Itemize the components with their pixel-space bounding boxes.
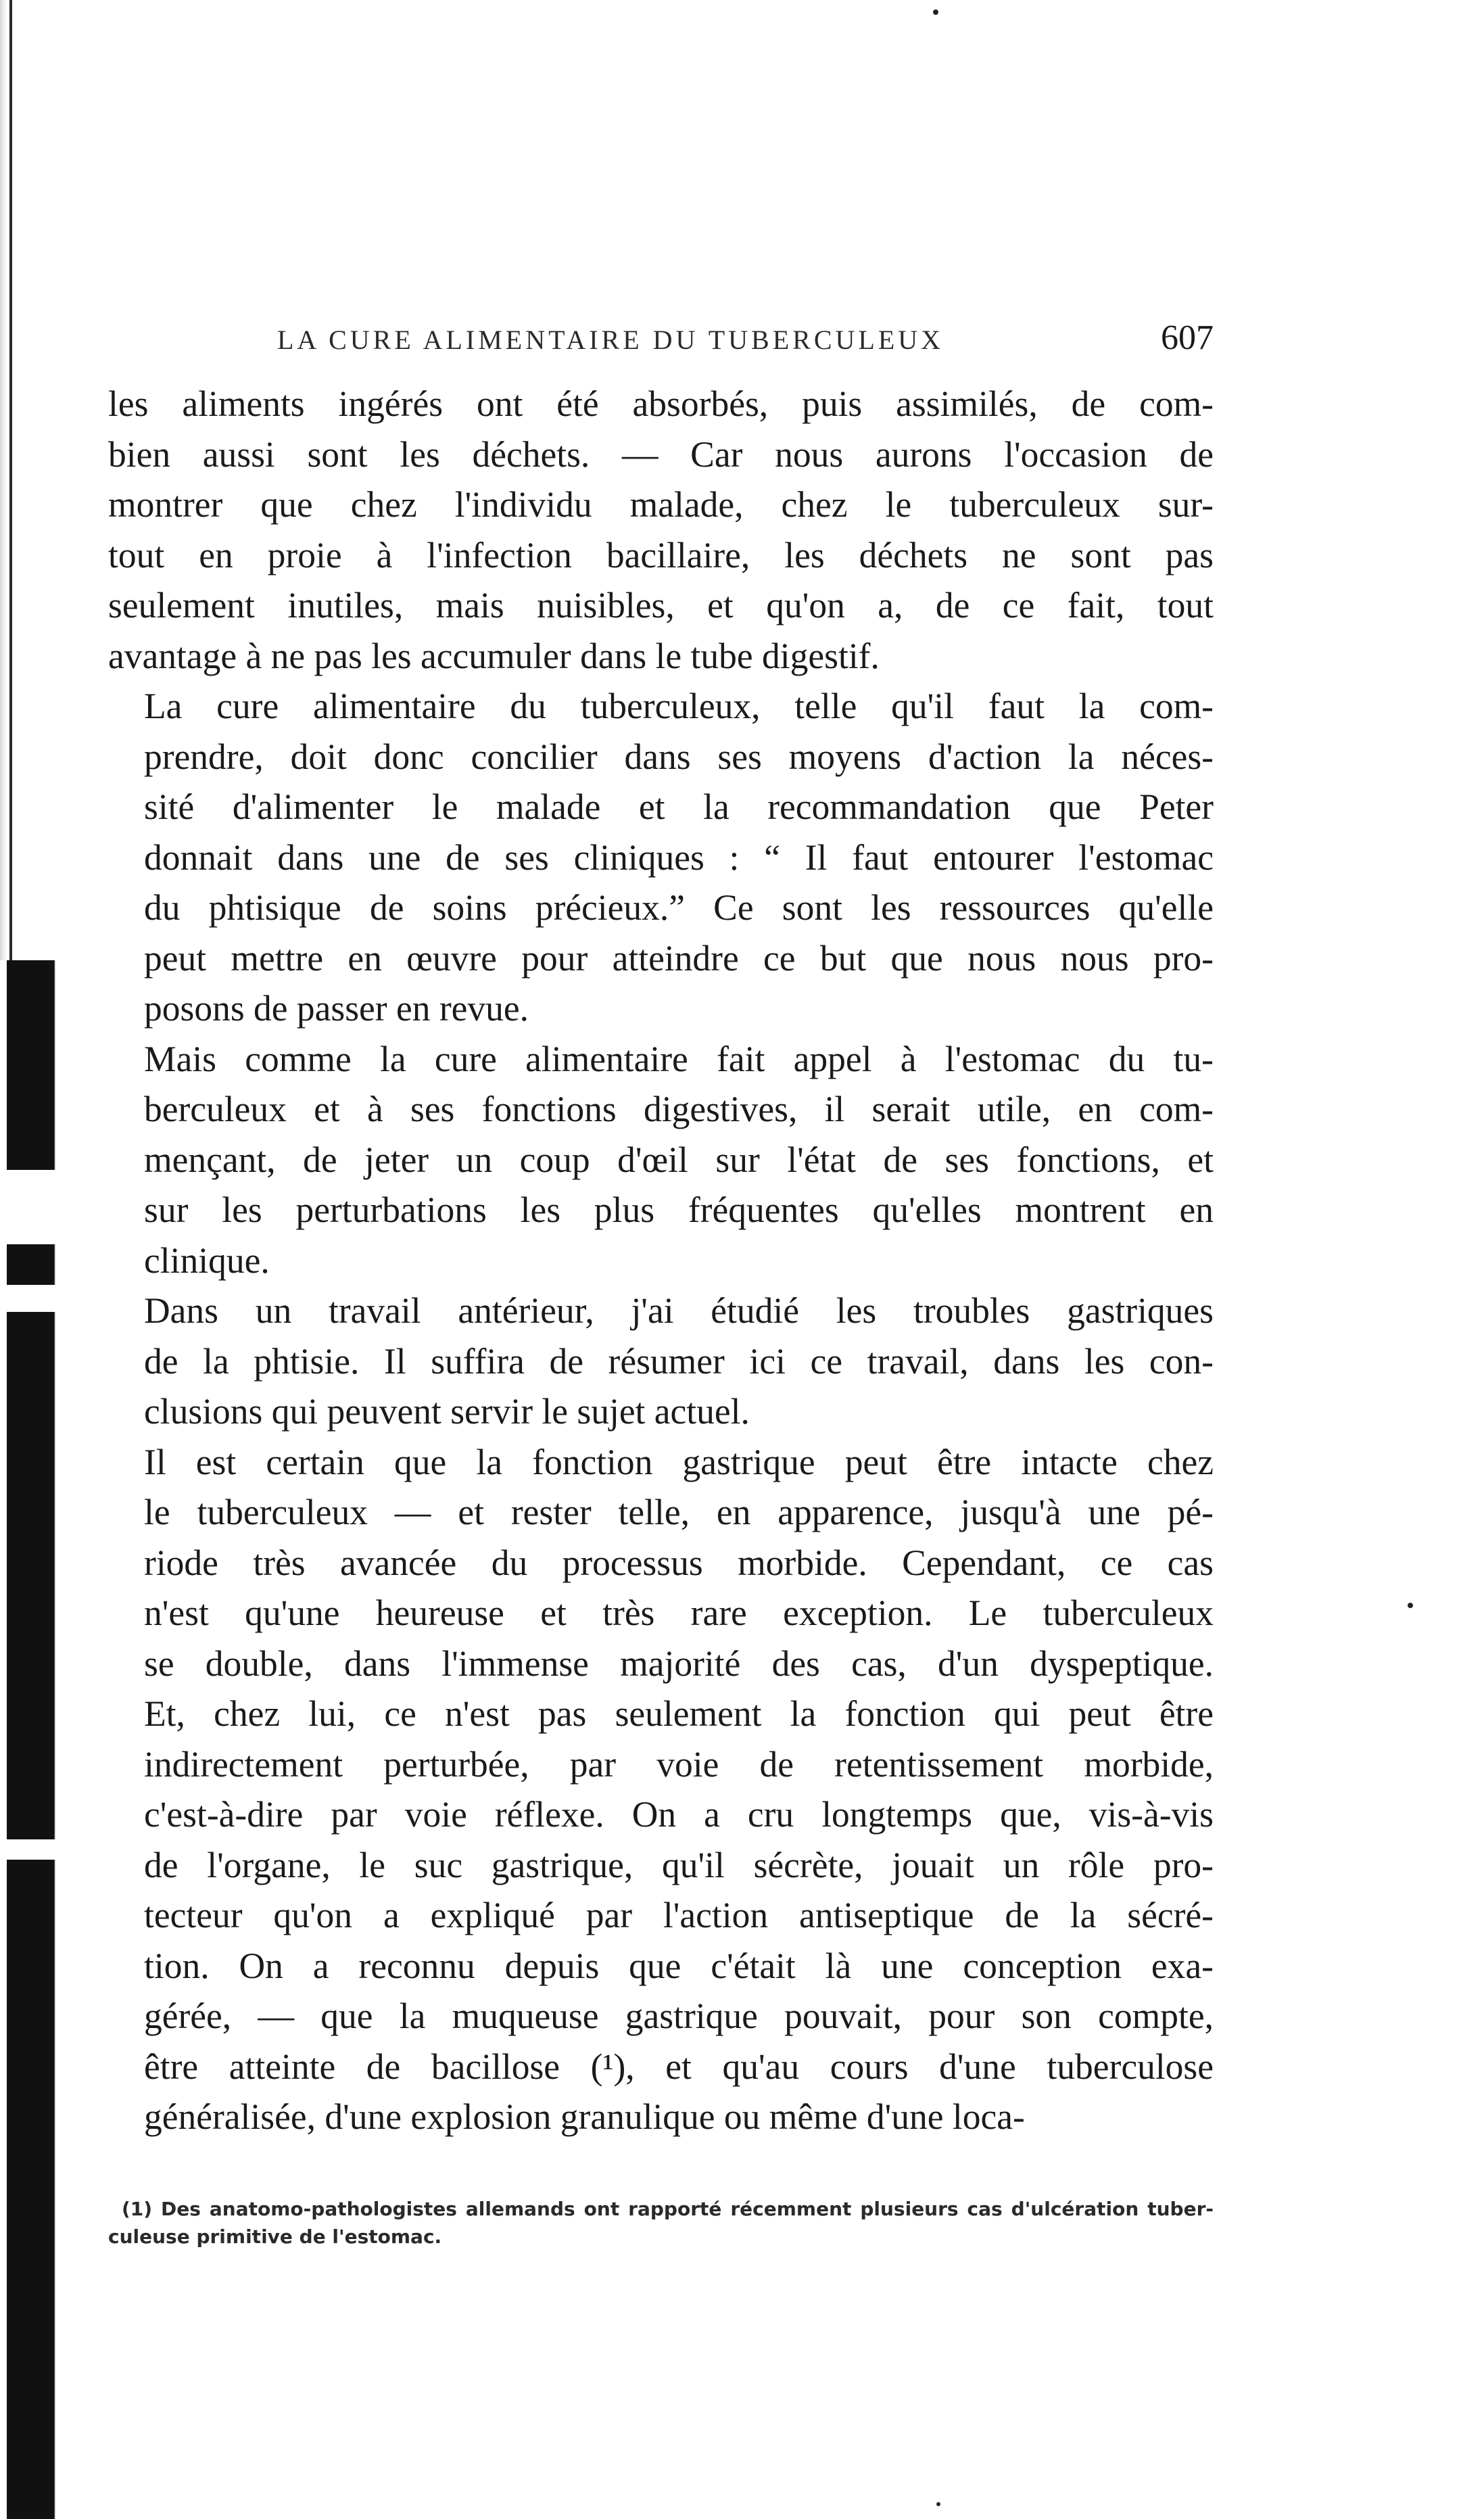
text-line: bien aussi sont les déchets. — Car nous aurons l'occasion de (108, 433, 1214, 475)
text-line: donnait dans une de ses cliniques : “ Il faut entourer l'estomac (144, 837, 1214, 878)
text-line: sur les perturbations les plus fréquentes qu'elles montrent en (144, 1190, 1214, 1230)
text-line: n'est qu'une heureuse et très rare exception. Le tuberculeux (144, 1593, 1214, 1633)
text-line: indirectement perturbée, par voie de retentissement morbide, (144, 1743, 1214, 1785)
scan-speck (933, 9, 938, 15)
text-line: Mais comme la cure alimentaire fait appel à l'estomac du tu- (144, 1038, 1214, 1079)
text-line: se double, dans l'immense majorité des cas, d'un dyspeptique. (144, 1643, 1214, 1684)
text-line: Dans un travail antérieur, j'ai étudié les troubles gastriques (144, 1290, 1214, 1331)
running-title: LA CURE ALIMENTAIRE DU TUBERCULEUX (277, 325, 944, 355)
text-line: La cure alimentaire du tuberculeux, telle qu'il faut la com- (144, 686, 1214, 726)
scan-binding-gap (7, 1839, 55, 1860)
paragraph (108, 1034, 1214, 1286)
text-line: c'est-à-dire par voie réflexe. On a cru longtemps que, vis-à-vis (144, 1794, 1214, 1835)
text-line: du phtisique de soins précieux.” Ce sont les ressources qu'elle (144, 887, 1214, 928)
paragraph (108, 1437, 1214, 2142)
text-line: généralisée, d'une explosion granulique ou même d'une loca- (144, 2096, 1025, 2137)
text-line: Il est certain que la fonction gastrique peut être intacte chez (144, 1441, 1214, 1482)
text-line: tion. On a reconnu depuis que c'était là une conception exa- (144, 1945, 1214, 1986)
text-line: prendre, doit donc concilier dans ses moyens d'action la néces- (144, 736, 1214, 777)
text-line: seulement inutiles, mais nuisibles, et qu'on a, de ce fait, tout (108, 585, 1214, 626)
paragraph (108, 379, 1214, 681)
scan-binding-gap (7, 1285, 55, 1312)
text-line: Et, chez lui, ce n'est pas seulement la fonction qui peut être (144, 1693, 1214, 1734)
text-line: mençant, de jeter un coup d'œil sur l'état de ses fonctions, et (144, 1139, 1214, 1180)
page-number: 607 (1161, 319, 1214, 357)
text-line: tecteur qu'on a expliqué par l'action antiseptique de la sécré- (144, 1895, 1214, 1935)
text-line: sité d'alimenter le malade et la recommandation que Peter (144, 786, 1214, 827)
paragraph (108, 1286, 1214, 1437)
text-line: les aliments ingérés ont été absorbés, puis assimilés, de com- (108, 383, 1214, 424)
running-head (277, 318, 1214, 379)
body-text (108, 379, 1214, 2142)
book-page (108, 318, 1214, 2251)
text-line: montrer que chez l'individu malade, chez le tuberculeux sur- (108, 484, 1214, 525)
scan-speck (1408, 1603, 1413, 1608)
text-line: gérée, — que la muqueuse gastrique pouvait, pour son compte, (144, 1996, 1214, 2036)
text-line: clusions qui peuvent servir le sujet actuel. (144, 1391, 750, 1432)
text-line: clinique. (144, 1240, 270, 1281)
scan-binding-gap (7, 1170, 55, 1244)
footnote (108, 2195, 1214, 2251)
text-line: de la phtisie. Il suffira de résumer ici ce travail, dans les con- (144, 1340, 1214, 1382)
footnote-line: culeuse primitive de l'estomac. (108, 2225, 442, 2248)
text-line: riode très avancée du processus morbide. Cependant, ce cas (144, 1542, 1214, 1583)
scan-speck (936, 2502, 940, 2506)
text-line: de l'organe, le suc gastrique, qu'il sécrète, jouait un rôle pro- (144, 1844, 1214, 1885)
text-line: berculeux et à ses fonctions digestives, il serait utile, en com- (144, 1089, 1214, 1129)
text-line: avantage à ne pas les accumuler dans le tube digestif. (108, 635, 880, 676)
text-line: tout en proie à l'infection bacillaire, les déchets ne sont pas (108, 534, 1214, 575)
paragraph (108, 681, 1214, 1034)
footnote-line: (1) Des anatomo-pathologistes allemands ont rapporté récemment plusieurs cas d'ulcération tuber- (122, 2197, 1214, 2220)
text-line: le tuberculeux — et rester telle, en apparence, jusqu'à une pé- (144, 1492, 1214, 1532)
text-line: peut mettre en œuvre pour atteindre ce but que nous nous pro- (144, 937, 1214, 979)
text-line: posons de passer en revue. (144, 988, 529, 1029)
text-line: être atteinte de bacillose (¹), et qu'au cours d'une tuberculose (144, 2046, 1214, 2087)
